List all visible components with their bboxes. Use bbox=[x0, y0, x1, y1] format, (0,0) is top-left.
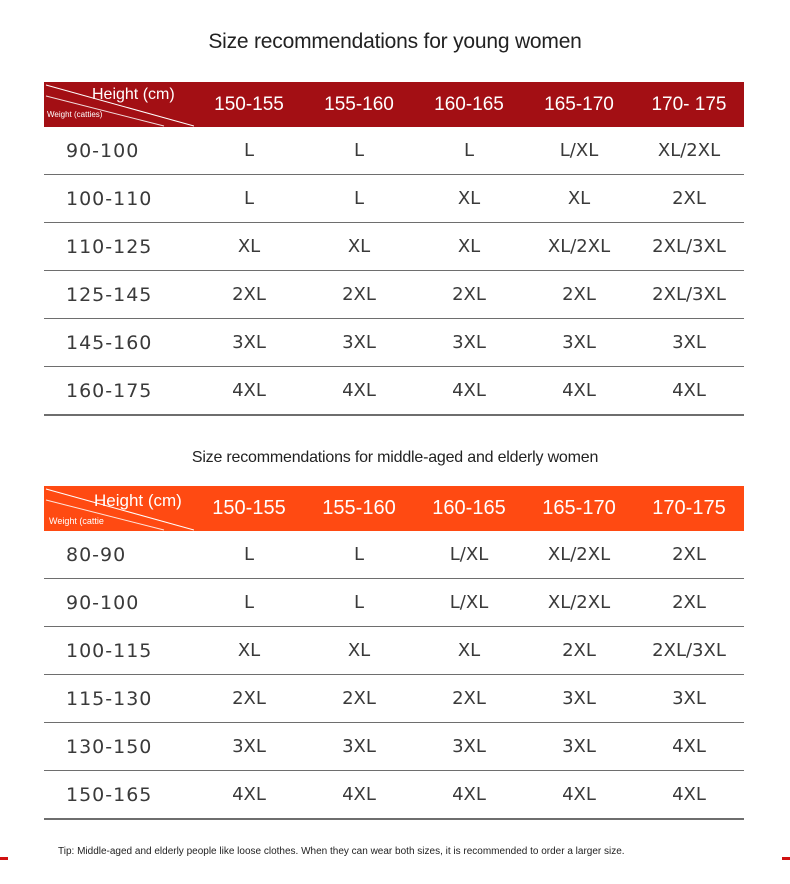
edge-mark-left bbox=[0, 857, 8, 860]
height-column-header: 165-170 bbox=[542, 497, 616, 519]
header-corner-cell bbox=[44, 486, 194, 531]
table-row bbox=[44, 271, 744, 319]
size-cell: 2XL bbox=[562, 284, 596, 305]
table-row bbox=[44, 367, 744, 416]
weight-range-cell: 90-100 bbox=[66, 591, 140, 614]
weight-range-cell: 80-90 bbox=[66, 543, 127, 566]
height-column-header: 160-165 bbox=[432, 497, 506, 519]
size-cell: L bbox=[353, 140, 365, 161]
elderly-women-size-title: Size recommendations for middle-aged and elderly women bbox=[191, 449, 599, 466]
size-cell: 4XL bbox=[672, 736, 706, 757]
size-cell: XL/2XL bbox=[547, 544, 611, 565]
size-cell: XL/2XL bbox=[547, 236, 611, 257]
height-column-header: 155-160 bbox=[322, 497, 396, 519]
young-women-size-title: Size recommendations for young women bbox=[208, 30, 582, 53]
size-cell: 3XL bbox=[342, 736, 376, 757]
size-cell: 2XL bbox=[672, 544, 706, 565]
weight-range-cell: 100-115 bbox=[66, 639, 153, 662]
size-cell: 3XL bbox=[672, 688, 706, 709]
size-cell: XL bbox=[347, 640, 371, 661]
size-cell: 2XL bbox=[562, 640, 596, 661]
size-cell: L/XL bbox=[559, 140, 599, 161]
table-row bbox=[44, 627, 744, 675]
weight-range-cell: 90-100 bbox=[66, 139, 140, 162]
size-cell: 2XL bbox=[672, 188, 706, 209]
height-column-header: 170- 175 bbox=[651, 93, 727, 115]
size-cell: 3XL bbox=[232, 332, 266, 353]
size-cell: XL/2XL bbox=[657, 140, 721, 161]
size-cell: 4XL bbox=[342, 380, 376, 401]
height-axis-label: Height (cm) bbox=[94, 491, 182, 510]
size-cell: 2XL bbox=[232, 284, 266, 305]
edge-mark-right bbox=[782, 857, 790, 860]
size-cell: 3XL bbox=[452, 736, 486, 757]
size-cell: 2XL bbox=[452, 284, 486, 305]
table-row bbox=[44, 531, 744, 579]
size-cell: 4XL bbox=[672, 784, 706, 805]
size-cell: 4XL bbox=[562, 784, 596, 805]
size-cell: 2XL bbox=[342, 688, 376, 709]
size-cell: XL bbox=[237, 236, 261, 257]
size-cell: L/XL bbox=[449, 592, 489, 613]
size-cell: XL bbox=[237, 640, 261, 661]
weight-range-cell: 160-175 bbox=[66, 379, 153, 402]
size-cell: L bbox=[353, 188, 365, 209]
size-cell: XL bbox=[457, 640, 481, 661]
weight-range-cell: 125-145 bbox=[66, 283, 153, 306]
size-cell: XL bbox=[347, 236, 371, 257]
size-cell: L bbox=[243, 592, 255, 613]
height-column-header: 160-165 bbox=[434, 93, 504, 115]
size-cell: L bbox=[353, 544, 365, 565]
height-column-header: 150-155 bbox=[212, 497, 286, 519]
size-cell: 3XL bbox=[562, 736, 596, 757]
table-row bbox=[44, 223, 744, 271]
size-cell: L bbox=[243, 544, 255, 565]
young-women-size-table bbox=[44, 82, 744, 416]
weight-range-cell: 100-110 bbox=[66, 187, 153, 210]
size-cell: 2XL bbox=[342, 284, 376, 305]
table-header-row bbox=[44, 82, 744, 127]
table-row bbox=[44, 675, 744, 723]
size-cell: XL/2XL bbox=[547, 592, 611, 613]
size-cell: 2XL bbox=[452, 688, 486, 709]
table-row bbox=[44, 579, 744, 627]
size-cell: 3XL bbox=[232, 736, 266, 757]
weight-range-cell: 145-160 bbox=[66, 331, 153, 354]
table-row bbox=[44, 771, 744, 820]
size-cell: XL bbox=[457, 236, 481, 257]
size-cell: 2XL bbox=[232, 688, 266, 709]
size-cell: 2XL/3XL bbox=[652, 236, 726, 257]
weight-axis-label: Weight (cattie bbox=[49, 516, 104, 526]
weight-axis-label: Weight (catties) bbox=[47, 110, 103, 119]
size-cell: 4XL bbox=[232, 380, 266, 401]
weight-range-cell: 130-150 bbox=[66, 735, 153, 758]
size-cell: 3XL bbox=[562, 332, 596, 353]
size-cell: L/XL bbox=[449, 544, 489, 565]
weight-range-cell: 115-130 bbox=[66, 687, 153, 710]
table-row bbox=[44, 175, 744, 223]
size-cell: L bbox=[463, 140, 475, 161]
size-cell: 3XL bbox=[562, 688, 596, 709]
table-header-row bbox=[44, 486, 744, 531]
table-row bbox=[44, 723, 744, 771]
height-column-header: 170-175 bbox=[652, 497, 726, 519]
elderly-women-size-table bbox=[44, 486, 744, 820]
size-cell: 4XL bbox=[672, 380, 706, 401]
height-axis-label: Height (cm) bbox=[92, 86, 175, 103]
size-cell: 4XL bbox=[452, 784, 486, 805]
size-cell: 3XL bbox=[452, 332, 486, 353]
size-cell: 4XL bbox=[452, 380, 486, 401]
size-cell: 4XL bbox=[232, 784, 266, 805]
weight-range-cell: 110-125 bbox=[66, 235, 153, 258]
weight-range-cell: 150-165 bbox=[66, 783, 153, 806]
header-corner-cell bbox=[44, 82, 194, 127]
size-tip-note: Tip: Middle-aged and elderly people like loose clothes. When they can wear both sizes, it is recommended to order a larger size. bbox=[58, 846, 625, 857]
size-cell: 2XL/3XL bbox=[652, 284, 726, 305]
size-cell: 3XL bbox=[672, 332, 706, 353]
size-cell: 3XL bbox=[342, 332, 376, 353]
height-column-header: 150-155 bbox=[214, 93, 284, 115]
size-cell: 4XL bbox=[342, 784, 376, 805]
size-cell: XL bbox=[457, 188, 481, 209]
size-cell: XL bbox=[567, 188, 591, 209]
size-cell: 2XL/3XL bbox=[652, 640, 726, 661]
size-cell: 2XL bbox=[672, 592, 706, 613]
height-column-header: 165-170 bbox=[544, 93, 614, 115]
size-cell: L bbox=[353, 592, 365, 613]
size-cell: 4XL bbox=[562, 380, 596, 401]
table-row bbox=[44, 319, 744, 367]
size-cell: L bbox=[243, 188, 255, 209]
height-column-header: 155-160 bbox=[324, 93, 394, 115]
size-cell: L bbox=[243, 140, 255, 161]
table-row bbox=[44, 127, 744, 175]
